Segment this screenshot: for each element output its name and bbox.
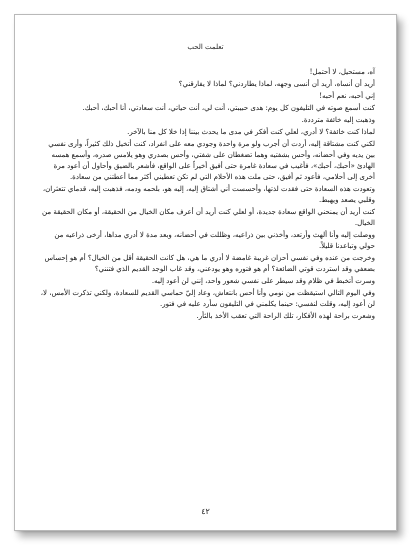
paragraph: وخرجت من عنده وفي نفسي أحزان غريبة غامضة لا أدري ما هي، هل كانت الحقيقة أقل من الخيال؟ أم هو إحساس بضعفي وقد استردت قوتي الضائعة؟ أم هو فتوره وهو يودعني، وقد غاب الوجد القديم الذي فتنني؟ bbox=[44, 254, 375, 273]
page-number: ٤٢ bbox=[201, 507, 210, 516]
running-header-title: تعلمت الحب bbox=[187, 43, 224, 51]
body-text bbox=[40, 67, 375, 323]
paragraph: وتعودت هذه السعادة حتى فقدت لذتها، وأحسست أني أشتاق إليه، إليه هو، بلحمه ودمه، فذهبت إليه، قدماي تتعثران، وقلبي يصعد ويهبط. bbox=[42, 185, 375, 204]
paragraph: لكني كنت مشتاقة إليه، أردت أن أجرب ولو مرة واحدة وجودي معه على انفراد، كنت أتخيل ذلك كثيراً، وأرى نفسي بين يديه وفي أحضانه، وأحس بشفتيه وهما تضغطان على شفتي، وأحس بصدري وهو يلامس صدره، وأسمع همسه الهادئ «أحبك، أحبك»، فأغيب في سعادة غامرة حتى أفيق أخيراً على الواقع، فأشعر بالضيق وأحاول أن أعود مرة أخرى إلى أحلامي، فأعود ثم أفيق، حتى ملت هذه الأحلام التي لم تكن تعطيني أكثر مما أعطتني من سعادة. bbox=[48, 140, 375, 181]
paragraph: إني أحبه، نعم أحبه! bbox=[319, 92, 375, 100]
paragraph: وشعرت براحة لهذه الأفكار، تلك الراحة التي تعقب الأخذ بالثأر. bbox=[196, 312, 375, 320]
paragraph: وفي اليوم التالي استيقظت من نومي وأنا أحس بانتعاش، وعاد إليّ حماسي القديم للسعادة، ولكني تذكرت الأمس، لا، لن أعود إليه، وقلت لنفسي: حينما يكلمني في التليفون سأرد عليه في فتور. bbox=[40, 289, 375, 308]
book-page bbox=[14, 14, 397, 531]
paragraph: أريد أن أنساه، أريد أن أنسى وجهه، لماذا يطاردني؟ لماذا لا يفارقني؟ bbox=[178, 80, 375, 88]
paragraph: وسرت أتخبط في ظلام وقد سيطر على نفسي شعور واحد، إنني لن أعود إليه. bbox=[151, 277, 375, 285]
paragraph: وذهبت إليه خائفة مترددة. bbox=[301, 116, 375, 124]
paragraph: آه، مستحيل، لا أحتمل! bbox=[309, 68, 375, 76]
paragraph: كنت أسمع صوته في التليفون كل يوم: هدى حبيبتي، أنت لي، أنت حياتي، أنت سعادتي، أنا أحبك، أحبك. bbox=[82, 104, 375, 112]
paragraph: كنت أريد أن يمنحني الواقع سعادة جديدة، أو لعلي كنت أريد أن أعرف مكان الخيال من الحقيقة، أو مكان الحقيقة من الخيال. bbox=[42, 208, 375, 227]
paragraph: لماذا كنت خائفة؟ لا أدري، لعلي كنت أفكر في مدى ما يحدث بيننا إذا خلا كل منا بالآخر. bbox=[127, 128, 375, 136]
paragraph: ووصلت إليه وأنا ألهث وأرتعد، وأخذني بين ذراعيه، وظللت في أحضانه، وبعد مدة لا أدري مداها، أرخى ذراعيه من حولي وتباعدنا قليلاً. bbox=[54, 231, 375, 250]
